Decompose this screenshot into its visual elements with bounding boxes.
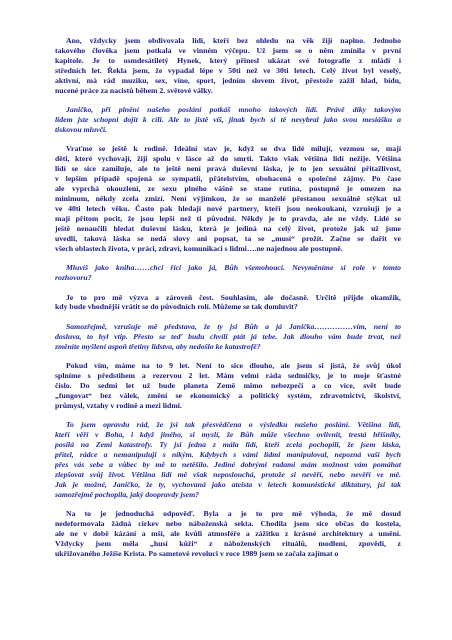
text-line: ale vyprchá okouzlení, ze sexu plného vášně se stane rutina, postupně je omezen na bbox=[55, 184, 401, 194]
text-line: rozhovoru? bbox=[55, 273, 92, 283]
text-line: Jak je možné, Janičko, že ty, vychovaná jako ateista v letech komunistické diktatury, jsi tak bbox=[55, 479, 401, 489]
text-line: Na to je jednoduchá odpověď. Byla a je to pro mě výhoda, že mě dosud bbox=[66, 509, 401, 519]
text-line: Vraťme se ještě k rodině. Ideální stav je, když se dva lidé milují, vezmou se, mají bbox=[66, 144, 401, 154]
text-line: dosluva, to hyl vtip. Přesto se teď budu chvíli ptát já tebe. Jak dlouho vám bude trvat, než bbox=[55, 331, 401, 341]
text-line: Ano, vždycky jsem obdivovala lidi, kteří bez ohledu na věk žijí naplno. Jednoho bbox=[66, 36, 401, 45]
text-line: minimum, někdy zcela zmizí. Není výjimkou, že se manželé přestanou sexuálně stýkat už bbox=[55, 194, 401, 204]
text-line: kteří věří v Boha, i když jiného, si myslí, že Bůh může všechno ovlivnit, trestá hříšníky, bbox=[55, 430, 401, 440]
text-line: přítel, rádce a nemanipuluji s nikým. Kdybych s vámi lidmi manipuloval, nepozná vaší bych bbox=[55, 450, 401, 460]
text-line: ale ne v době kázání a mší, ale kvůli atmosféře a zážitku z krásné architektury a umění. bbox=[55, 529, 401, 539]
text-line: kdy bude vhodnější vrátit se do původních rolí. Můžeme se tak domluvit? bbox=[55, 302, 298, 312]
text-line: aktivní, má rád muziku, sex, víno, sport, jedním slovem život, přestože zažil hlad, bídu, bbox=[55, 75, 401, 85]
text-line: takového člověka jsem potkala ve vinném výčepu. Už jsem se o něm zmínila v první bbox=[55, 45, 401, 55]
text-line: Vždycky jsem měla „husí kůži“ z náboženských rituálů, modlení, zpovědí, z bbox=[55, 539, 401, 549]
text-line: děti, které vychovají, žijí spolu v lásce až do smrti. Takto však většina lidí nežije. Většina bbox=[55, 154, 401, 164]
text-line: středních let. Řekla jsem, že vypadal lépe v 50ti než ve 30ti letech. Celý život byl veselý, bbox=[55, 65, 401, 75]
text-line: Mluvíš jako kniha……chci říci jako já, Bůh všemohoucí. Nevyměníme si role v tomto bbox=[66, 263, 401, 273]
text-line: samozřejmě pochopila, jaký doopravdy jsem? bbox=[55, 489, 200, 499]
text-line: kapitole. Je to osmdesátiletý Hynek, který přinesl ukázat své fotografie z mládí i bbox=[55, 55, 401, 65]
text-line: Pokud vím, máme na to 9 let. Není to sice dlouho, ale jsem si jistá, že svůj úkol bbox=[66, 361, 401, 371]
text-line: To jsem opravdu rád, že jsi tak přesvědčena o výsledku našeho poslání. Většina lidí, bbox=[66, 420, 401, 430]
dialogue-paragraph-italic bbox=[55, 263, 401, 283]
text-line: ještě nenaučili hledat duševní lásku, která je jediná na celý život, protože jak už jsme bbox=[55, 223, 401, 233]
text-line: průmysl, vztahy v rodině a mezi lidmi. bbox=[55, 400, 182, 410]
text-line: tiskovou mluvčí. bbox=[55, 125, 108, 135]
text-line: splníme s předstihem a rezervou 2 let. Mám velmi ráda sedmičky, je to moje šťastné bbox=[55, 371, 401, 381]
body-paragraph bbox=[55, 293, 401, 313]
body-paragraph bbox=[55, 36, 401, 96]
text-line: číslo. Do sedmi let už bude planeta Země mimo nebezpečí a co více, svět bude bbox=[55, 380, 401, 390]
dialogue-paragraph-italic bbox=[55, 420, 401, 500]
dialogue-paragraph-italic bbox=[55, 322, 401, 352]
text-line: ve 40ti letech věku. Často pak hledají nové partnery, kteří jsou neokoukaní, vzrušují je a bbox=[55, 204, 401, 214]
text-line: Janičko, při plnění našeho poslání potkáš mnoho takových lidí. Právě díky takovým bbox=[66, 105, 401, 115]
body-paragraph bbox=[55, 144, 401, 253]
text-line: lidem jste schopni dojít k cíli. Ale to jistě víš, jinak bych si tě nevybral jako svou mesiášku a bbox=[55, 115, 401, 125]
text-line: posílá na Zemi katastrofy. Ty jsi jedna z mála lidí, kteří zcela pochopili, že jsem láska, bbox=[55, 440, 401, 450]
text-line: změníte myšlení aspoň třetiny lidstva, aby nedošlo ke katastrofě? bbox=[55, 341, 261, 351]
text-line: Je to pro mě výzva a zároveň čest. Souhlasím, ale dočasně. Určitě přijde okamžik, bbox=[66, 292, 401, 302]
text-line: zlepšovat svůj život. Většina lidí mě však neposlouchá, protože si nevěří, nebo nevěří ve mě. bbox=[55, 470, 401, 479]
text-line: lidí se sice zamiluje, ale to ještě není pravá duševní láska, je to jen sexuální přitažlivost, bbox=[55, 164, 401, 174]
text-line: ukřižovaného Ježíše Krista. Po sametové revoluci v roce 1989 jsem se začala zajímat o bbox=[55, 549, 339, 559]
text-line: mají přitom pocit, že jsou lepší než ti původní. Někdy je to pravda, ale ne vždy. Lidé se bbox=[55, 214, 401, 224]
body-paragraph bbox=[55, 361, 401, 411]
text-line: Samozřejmě, vzrušuje mě představa, že ty jsi Bůh a já Janička……………vím, není to bbox=[66, 321, 401, 331]
text-line: nucené práce za nacistů během 2. světové války. bbox=[55, 85, 213, 95]
text-line: v lepším případě spojená se sympatií, přátelstvím, obohacená o společné zájmy. Po čase bbox=[55, 174, 401, 184]
text-line: nedeformovala žádná církev nebo náboženská sekta. Chodila jsem sice občas do kostela, bbox=[55, 519, 401, 529]
text-line: všech oblastech života, v práci, zdraví, komunikaci s lidmi….ne najednou ale postupně. bbox=[55, 243, 343, 253]
text-line: uvedli, taková láska se nedá slovy ani popsat, ta se „musí“ prožít. Začne se dařit ve bbox=[55, 233, 401, 243]
document-page bbox=[55, 36, 401, 568]
text-line: přes vás sebe a vůbec by mě to netěšilo. Jediné dobrými radami mám možnost vám pomáhat bbox=[55, 460, 401, 470]
body-paragraph bbox=[55, 509, 401, 559]
text-line: „fungovat“ bez válek, změní se ekonomický a politický systém, zdravotnictví, školství, bbox=[55, 390, 401, 400]
dialogue-paragraph-italic bbox=[55, 105, 401, 135]
